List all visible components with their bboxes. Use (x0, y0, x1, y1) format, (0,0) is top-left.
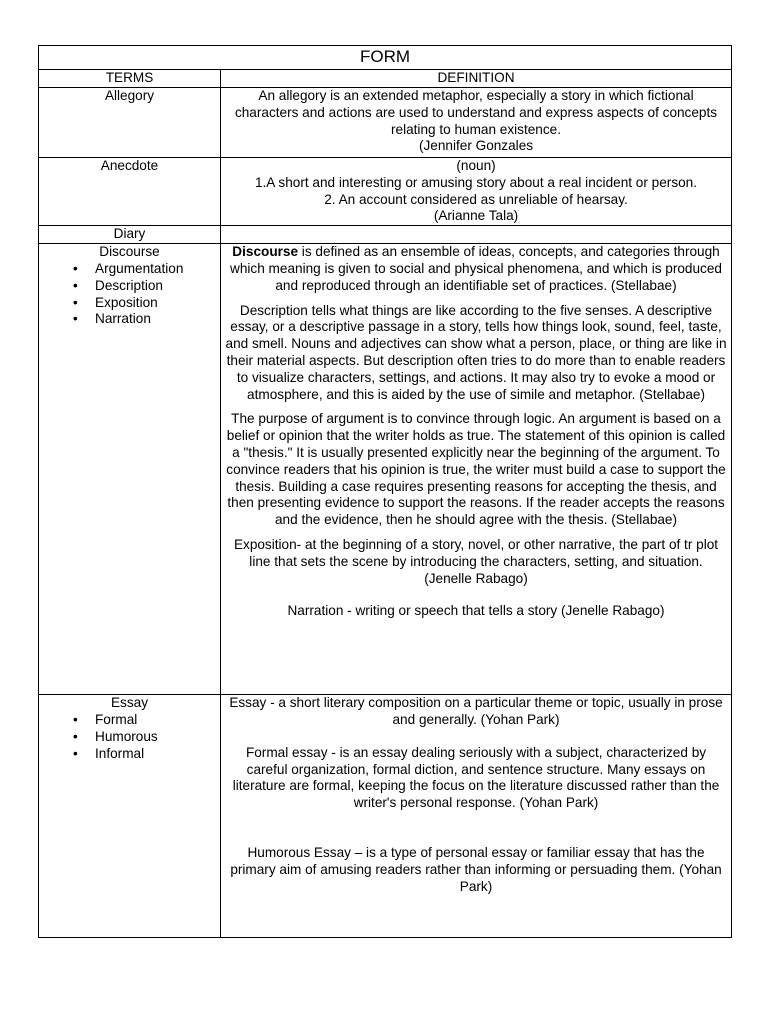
subterm-informal: • Informal (43, 746, 216, 763)
narration-paragraph: Narration - writing or speech that tells a story (Jenelle Rabago) (287, 603, 665, 619)
form-table (38, 45, 732, 938)
allegory-definition: An allegory is an extended metaphor, especially a story in which fictional characters and actions are used to understand and express aspects of concepts relating to human existence. (234, 88, 718, 137)
subterm-formal: • Formal (43, 712, 216, 729)
discourse-bold-word: Discourse (232, 244, 299, 260)
allegory-term: Allegory (39, 88, 221, 158)
title-row (39, 46, 732, 70)
anecdote-source: (Arianne Tala) (433, 208, 519, 224)
essay-subterms (43, 712, 216, 762)
essay-term-cell (39, 695, 221, 938)
discourse-definition-cell (221, 244, 732, 695)
table-title: FORM (39, 46, 732, 70)
diary-definition-cell (221, 226, 732, 244)
anecdote-row (39, 158, 732, 226)
formal-essay-paragraph: Formal essay - is an essay dealing seriously with a subject, characterized by careful organization, formal diction, and sentence structure. Many essays on literature are formal, keeping the focus on the literature discussed rather than the writer's personal response. (Yohan Park) (232, 744, 720, 811)
discourse-term-cell (39, 244, 221, 695)
diary-term: Diary (39, 226, 221, 244)
definition-header: DEFINITION (221, 70, 732, 88)
anecdote-pos: (noun) (456, 158, 496, 173)
anecdote-term: Anecdote (39, 158, 221, 226)
discourse-subterms (43, 261, 216, 328)
discourse-term: Discourse (99, 244, 160, 260)
essay-term: Essay (110, 695, 149, 711)
exposition-paragraph: Exposition- at the beginning of a story, novel, or other narrative, the part of tr plot line that sets the scene by introducing the characters, setting, and situation. (Jenelle Rabago) (233, 536, 719, 586)
allegory-source: (Jennifer Gonzales (418, 138, 534, 154)
subterm-humorous: • Humorous (43, 729, 216, 746)
argument-paragraph: The purpose of argument is to convince through logic. An argument is based on a belief or opinion that the writer holds as true. The statement of this opinion is called a "thesis." It is usually presented explicitly near the beginning of the argument. To convince readers that his opinion is true, the writer must build a case to support the thesis. Building a case requires presenting reasons for accepting the thesis, and then presenting evidence to support the reasons. If the reader accepts the reasons and the evidence, then he should agree with the thesis. (Stellabae) (226, 411, 726, 528)
subterm-description: • Description (43, 278, 216, 295)
terms-header: TERMS (39, 70, 221, 88)
essay-row (39, 695, 732, 938)
humorous-essay-paragraph: Humorous Essay – is a type of personal essay or familiar essay that has the primary aim of amusing readers rather than informing or persuading them. (Yohan Park) (230, 844, 722, 894)
allegory-row (39, 88, 732, 158)
anecdote-def1: 1.A short and interesting or amusing story about a real incident or person. (254, 174, 698, 190)
description-paragraph: Description tells what things are like according to the five senses. A descriptive essay, or a descriptive passage in a story, tells how things look, sound, feel, taste, and smell. Nouns and adjectives can show what a person, place, or thing are like in their material aspects. But description often tries to do more than to enable readers to visualize characters, settings, and actions. It may also try to evoke a mood or atmosphere, and this is aided by the use of simile and metaphor. (Stellabae) (225, 302, 727, 402)
subterm-exposition: • Exposition (43, 295, 216, 312)
header-row (39, 70, 732, 88)
diary-row (39, 226, 732, 244)
anecdote-def2: 2. An account considered as unreliable of hearsay. (324, 191, 628, 207)
subterm-narration: • Narration (43, 311, 216, 328)
allegory-definition-cell (221, 88, 732, 158)
essay-paragraph: Essay - a short literary composition on a particular theme or topic, usually in prose and generally. (Yohan Park) (229, 695, 723, 727)
discourse-intro: is defined as an ensemble of ideas, concepts, and categories through which meaning is given to social and physical phenomena, and which is produced and reproduced through an identifiable set of practices. (Stellabae) (230, 244, 722, 293)
essay-definition-cell (221, 695, 732, 938)
anecdote-definition-cell (221, 158, 732, 226)
discourse-intro-paragraph (225, 244, 727, 294)
discourse-row (39, 244, 732, 695)
subterm-argumentation: • Argumentation (43, 261, 216, 278)
